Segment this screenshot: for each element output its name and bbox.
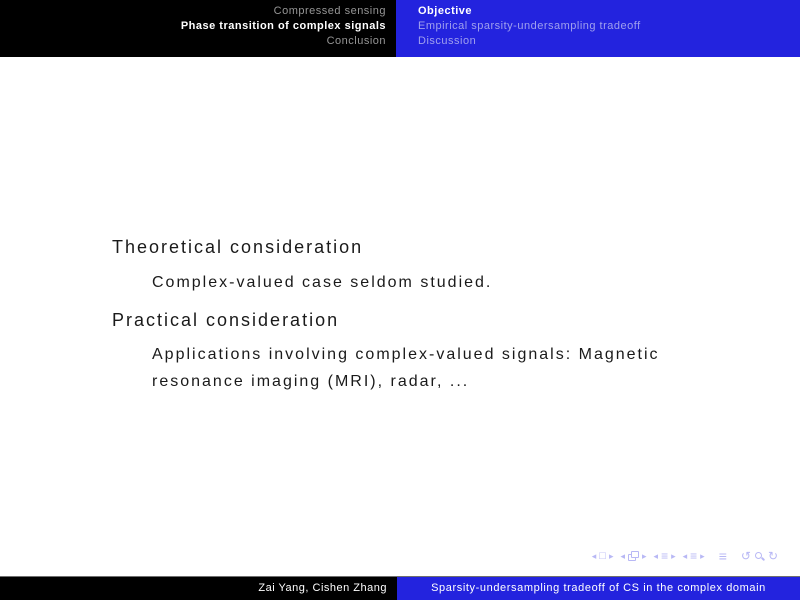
document-nav-group [719, 549, 727, 563]
subsection-link-empirical-tradeoff[interactable]: Empirical sparsity-undersampling tradeoff [418, 20, 641, 32]
beamer-navigation-symbols [592, 549, 778, 563]
footer-authors: Zai Yang, Cishen Zhang [0, 577, 397, 600]
footer-bar [0, 576, 800, 600]
section-icon[interactable]: ≡ [690, 549, 698, 563]
next-section-icon[interactable]: ▸ [700, 551, 705, 561]
back-icon[interactable]: ↺ [740, 549, 751, 563]
frame-icon[interactable] [628, 551, 639, 561]
next-frame-icon[interactable]: ▸ [642, 551, 647, 561]
subsection-nav-group [654, 549, 676, 563]
header-bar [0, 0, 800, 57]
description-item-body-practical: Applications involving complex-valued signals: Magnetic resonance imaging (MRI), radar, ... [152, 346, 660, 390]
subsection-nav [396, 0, 800, 57]
frame-nav-group [620, 549, 646, 563]
prev-frame-icon[interactable]: ◂ [620, 551, 626, 561]
slide-icon[interactable]: □ [599, 550, 606, 562]
section-nav [0, 0, 396, 57]
next-slide-icon[interactable]: ▸ [608, 551, 614, 561]
subsection-link-objective[interactable]: Objective [418, 5, 473, 17]
prev-subsection-icon[interactable]: ◂ [653, 551, 659, 561]
section-nav-group [683, 549, 705, 563]
slide-nav-group [592, 549, 614, 563]
section-link-conclusion[interactable]: Conclusion [326, 35, 386, 47]
find-icon[interactable] [754, 551, 765, 562]
next-subsection-icon[interactable]: ▸ [671, 551, 676, 561]
description-item-body-theoretical: Complex-valued case seldom studied. [152, 274, 493, 291]
prev-slide-icon[interactable]: ◂ [591, 551, 597, 561]
prev-section-icon[interactable]: ◂ [682, 551, 688, 561]
history-nav-group [741, 549, 778, 563]
forward-icon[interactable]: ↻ [767, 549, 778, 563]
document-icon[interactable]: ≡ [718, 548, 727, 564]
subsection-link-discussion[interactable]: Discussion [418, 35, 477, 47]
subsection-icon[interactable]: ≡ [661, 549, 669, 563]
description-item-label-practical: Practical consideration [112, 310, 340, 330]
section-link-phase-transition[interactable]: Phase transition of complex signals [180, 20, 386, 32]
footer-short-title: Sparsity-undersampling tradeoff of CS in the complex domain [397, 577, 800, 600]
description-item-label-theoretical: Theoretical consideration [112, 237, 364, 257]
section-link-compressed-sensing[interactable]: Compressed sensing [273, 5, 386, 17]
